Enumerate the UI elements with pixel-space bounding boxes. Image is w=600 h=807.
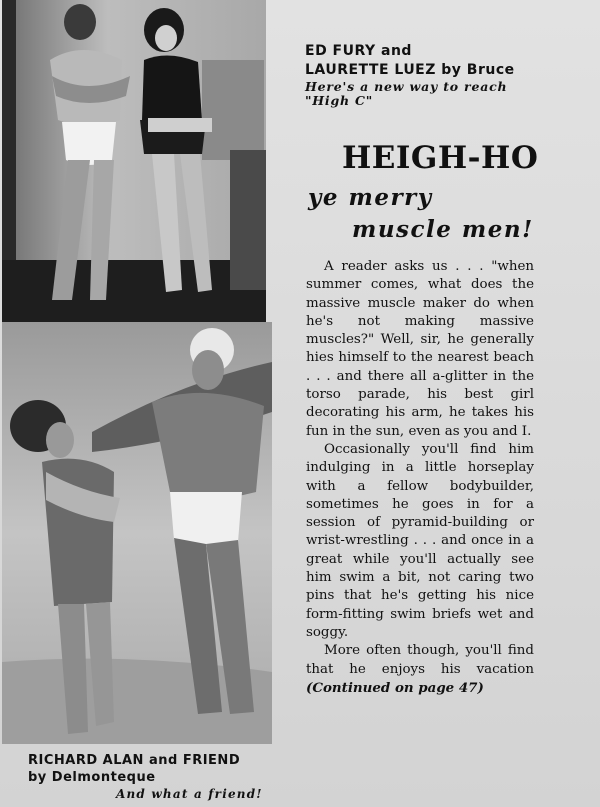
caption-italic-line1: Here's a new way to reach bbox=[305, 79, 508, 94]
article-body bbox=[306, 258, 534, 698]
article-subhead-line1: ye merry bbox=[308, 184, 433, 211]
bottom-caption-by: by Delmonteque bbox=[28, 770, 156, 785]
article-subhead-line2: muscle men! bbox=[352, 216, 534, 243]
bottom-photo-caption bbox=[28, 752, 288, 803]
article-headline: HEIGH-HO bbox=[342, 140, 539, 176]
body-paragraph-3 bbox=[306, 642, 534, 698]
bottom-caption-italic: And what a friend! bbox=[116, 787, 263, 801]
top-photo-caption bbox=[305, 42, 595, 108]
studio-photo bbox=[2, 0, 266, 324]
body-paragraph-1: A reader asks us . . . "when summer comes, what does the massive muscle maker do when he's not making massive muscles?" Well, sir, he generally hies himself to the nearest beach . . . and there all a-glitter in the torso parade, his best girl decorating his arm, he takes his fun in the sun, even as you and I. bbox=[306, 259, 534, 439]
caption-names-line2: LAURETTE LUEZ by Bruce bbox=[305, 62, 515, 78]
continued-note: (Continued on page 47) bbox=[306, 679, 484, 696]
caption-italic-line2: "High C" bbox=[305, 93, 374, 108]
beach-photo bbox=[2, 322, 272, 744]
bottom-caption-names: RICHARD ALAN and FRIEND bbox=[28, 753, 241, 768]
caption-names: ED FURY and bbox=[305, 43, 412, 59]
body-paragraph-2: Occasionally you'll find him indulging in a little horseplay with a fellow bodybuilder, sometimes he goes in for a session of pyramid-building or wrist-wrestling . . . and once in a great while you'll actually see him swim a bit, not caring two pins that he's getting his nice form-fitting swim briefs wet and soggy. bbox=[306, 441, 534, 640]
body-paragraph-3-text: More often though, you'll find that he enjoys his vacation bbox=[306, 643, 534, 677]
